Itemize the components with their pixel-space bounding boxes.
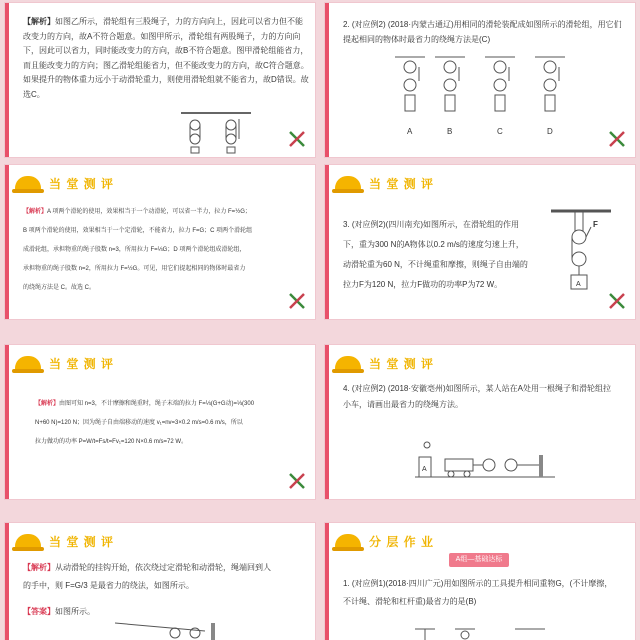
question-block [343, 381, 629, 413]
answer-text: 如图所示。 [55, 607, 95, 616]
pulley-options-figure [395, 55, 575, 117]
slide-accent-bar [325, 523, 329, 640]
level-tag: A组—基础达标 [449, 553, 509, 567]
question-line: 小车，请画出最省力的绕绳方法。 [343, 400, 463, 409]
tools-icon [287, 291, 307, 311]
answer-label: 【答案】 [23, 607, 55, 616]
question-line: 拉力F为120 N，拉力F做功的功率P为72 W。 [343, 280, 503, 289]
slide-analysis-7 [4, 522, 316, 640]
option-label: B [447, 127, 453, 136]
helmet-icon [335, 534, 361, 548]
options-figure [405, 627, 555, 640]
analysis-label: 【解析】 [23, 17, 55, 26]
question-block [343, 575, 629, 611]
slide-accent-bar [325, 165, 329, 319]
slide-title: 分 层 作 业 [369, 534, 435, 549]
slide-header [335, 173, 434, 193]
analysis-label: 【解析】 [35, 401, 60, 407]
slide-title: 当 堂 测 评 [369, 176, 435, 191]
slide-header [335, 353, 434, 373]
slide-question-3 [324, 164, 636, 320]
question-line: 1. (对应例1)(2018·四川广元)用如图所示的工具提升相同重物G，(不计摩擦， [343, 579, 613, 588]
slide-analysis-3 [4, 164, 316, 320]
tools-icon [287, 471, 307, 491]
slide-accent-bar [325, 345, 329, 499]
analysis-label: 【解析】 [23, 209, 48, 215]
slide-header [15, 173, 114, 193]
option-label: A [407, 127, 413, 136]
slide-question-2 [324, 2, 636, 158]
slide-title: 当 堂 测 评 [369, 356, 435, 371]
tools-icon [607, 291, 627, 311]
analysis-line: A 项两个滑轮的使用，效果相当于一个动滑轮，可以省一半力，拉力 F=½G； [47, 209, 251, 215]
position-label: A [422, 466, 427, 473]
slide-accent-bar [5, 165, 9, 319]
tools-icon [607, 129, 627, 149]
analysis-line: 从动滑轮的挂钩开始，依次绕过定滑轮和动滑轮，绳端回到人 [55, 563, 271, 572]
analysis-line: B 项两个滑轮的使用，效果相当于一个定滑轮，不能省力，拉力 F=G；C 项两个滑轮组 [23, 228, 253, 234]
analysis-block [23, 559, 309, 621]
analysis-line: 的手中，则 F=G/3 是最省力的绕法，如图所示。 [23, 581, 194, 590]
analysis-line: 承担物重的绳子股数 n=2，所用拉力 F=½G。可见，用它们提起相同的物体时最省力 [23, 266, 246, 272]
helmet-icon [15, 176, 41, 190]
question-text: 2. (对应例2) (2018·内蒙古通辽)用相同的滑轮装配成如图所示的滑轮组，用它们提起相同的物体时最省力的绕绳方法是(C) [343, 20, 622, 44]
option-label: C [497, 127, 503, 136]
helmet-icon [335, 356, 361, 370]
analysis-text: 如图乙所示，滑轮组有三股绳子，力的方向向上，因此可以省力但不能改变力的方向，故A不符合题意。如图甲所示，滑轮组有两股绳子，力的方向向下，因此可以省力，同时能改变力的方向，故B不符合题意。图甲滑轮组能省力，而且能改变力的方向；图乙滑轮组能省力，但不能改变力的方向，故C符合题意。如果提升的物体重力远小于动滑轮重力，则使用滑轮组就不能省力，故D错误。故选C。 [23, 17, 309, 99]
slide-homework [324, 522, 636, 640]
analysis-line: 由图可知 n=3，不计摩擦和绳重时，绳子末端的拉力 F=⅓(G+G动)=⅓(300 [59, 401, 255, 407]
question-line: 3. (对应例2)(四川南充)如图所示，在滑轮组的作用 [343, 220, 519, 229]
cart-pulley-figure [415, 437, 555, 481]
helmet-icon [15, 534, 41, 548]
slide-title: 当 堂 测 评 [49, 534, 115, 549]
option-label: D [547, 127, 553, 136]
analysis-line: 成滑轮组，承担物重的绳子股数 n=3，所用拉力 F=⅓G；D 项两个滑轮组成滑轮组， [23, 247, 246, 253]
question-block [343, 215, 553, 295]
slide-accent-bar [5, 3, 9, 157]
slide-question-4 [324, 344, 636, 500]
analysis-line: 拉力做功的功率 P=W/t=Fs/t=Fv₁=120 N×0.6 m/s=72 W。 [35, 439, 188, 445]
slide-accent-bar [5, 345, 9, 499]
slide-analysis-5 [4, 344, 316, 500]
tools-icon [287, 129, 307, 149]
force-label: F [593, 220, 598, 229]
slide-header [15, 353, 114, 373]
analysis-line: 的绕绳方法是 C。故选 C。 [23, 285, 96, 291]
helmet-icon [15, 356, 41, 370]
slide-title: 当 堂 测 评 [49, 176, 115, 191]
answer-figure [115, 619, 225, 640]
pulley-figure [181, 111, 251, 157]
question-line: 不计绳、滑轮和杠杆重)最省力的是(B) [343, 597, 477, 606]
analysis-label: 【解析】 [23, 563, 55, 572]
slide-accent-bar [5, 523, 9, 640]
mass-label: A [576, 281, 581, 288]
question-line: 动滑轮重为60 N，不计绳重和摩擦，则绳子自由端的 [343, 260, 528, 269]
slide-header [335, 531, 434, 551]
slide-accent-bar [325, 3, 329, 157]
pulley-figure [551, 207, 611, 297]
slide-header [15, 531, 114, 551]
slide-analysis-1 [4, 2, 316, 158]
analysis-block [23, 203, 309, 298]
question-line: 下，重为300 N的A物体以0.2 m/s的速度匀速上升， [343, 240, 524, 249]
option-labels [395, 127, 575, 139]
helmet-icon [335, 176, 361, 190]
question-line: 4. (对应例2) (2018·安徽亳州)如图所示，某人站在A处用一根绳子和滑轮组拉 [343, 384, 612, 393]
analysis-block [35, 395, 307, 452]
slide-title: 当 堂 测 评 [49, 356, 115, 371]
analysis-line: N+60 N)=120 N；因为绳子自由端移动的速度 v₁=nv=3×0.2 m/s=0.6 m/s，所以 [35, 420, 243, 426]
